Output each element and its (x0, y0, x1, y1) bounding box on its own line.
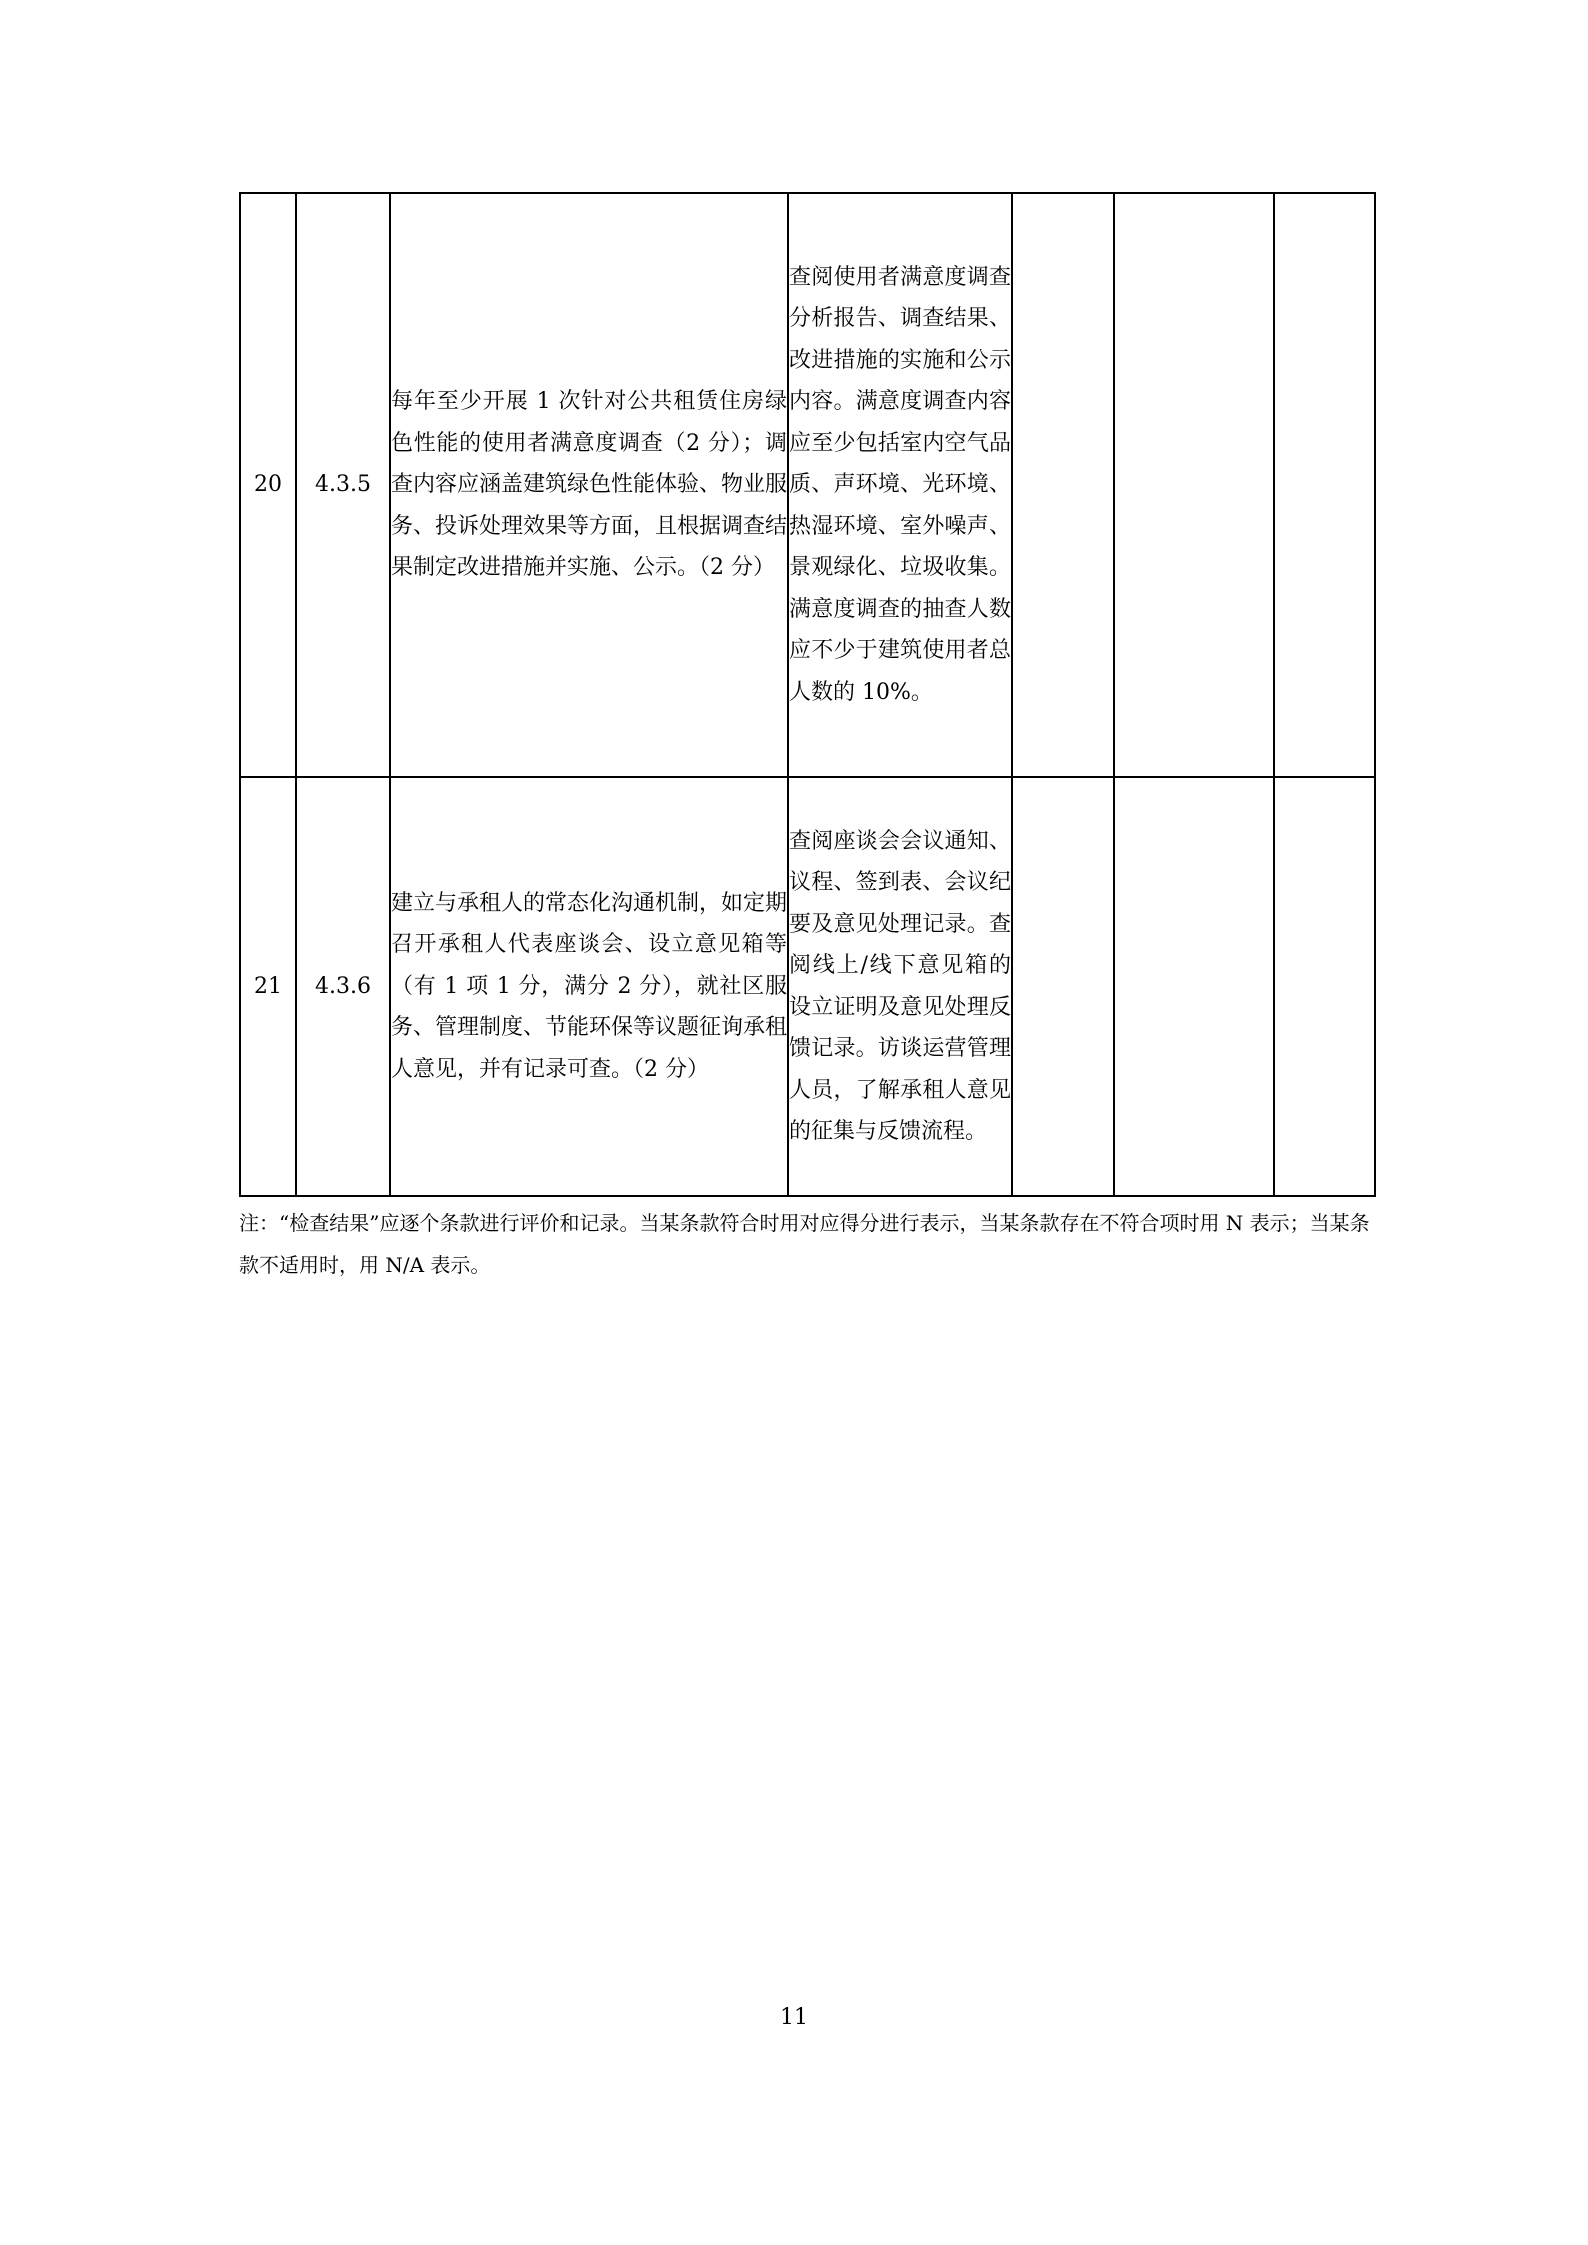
table-note: 注：“检查结果”应逐个条款进行评价和记录。当某条款符合时用对应得分进行表示，当某条款存在不符合项时用 N 表示；当某条款不适用时，用 N/A 表示。 (239, 1211, 1370, 1277)
row-number-cell: 20 (240, 193, 296, 777)
evaluation-method-cell: 查阅座谈会会议通知、议程、签到表、会议纪要及意见处理记录。查阅线上/线下意见箱的设立证明及意见处理反馈记录。访谈运营管理人员，了解承租人意见的征集与反馈流程。 (788, 777, 1012, 1196)
table-row (240, 193, 1375, 777)
clause-number-cell: 4.3.6 (296, 777, 390, 1196)
empty-cell (1114, 777, 1274, 1196)
evaluation-method-cell: 查阅使用者满意度调查分析报告、调查结果、改进措施的实施和公示内容。满意度调查内容应至少包括室内空气品质、声环境、光环境、热湿环境、室外噪声、景观绿化、垃圾收集。满意度调查的抽查人数应不少于建筑使用者总人数的 10%。 (788, 193, 1012, 777)
row-number-cell: 21 (240, 777, 296, 1196)
empty-cell (1012, 193, 1114, 777)
page-number: 11 (780, 2005, 808, 2030)
empty-cell (1114, 193, 1274, 777)
empty-cell (1012, 777, 1114, 1196)
evaluation-table (239, 192, 1376, 1197)
empty-cell (1274, 193, 1375, 777)
requirement-cell: 建立与承租人的常态化沟通机制，如定期召开承租人代表座谈会、设立意见箱等（有 1 项 1 分，满分 2 分），就社区服务、管理制度、节能环保等议题征询承租人意见，并有记录可查。（2 分） (390, 777, 788, 1196)
empty-cell (1274, 777, 1375, 1196)
clause-number-cell: 4.3.5 (296, 193, 390, 777)
table-row (240, 777, 1375, 1196)
requirement-cell: 每年至少开展 1 次针对公共租赁住房绿色性能的使用者满意度调查（2 分）；调查内容应涵盖建筑绿色性能体验、物业服务、投诉处理效果等方面，且根据调查结果制定改进措施并实施、公示。（2 分） (390, 193, 788, 777)
